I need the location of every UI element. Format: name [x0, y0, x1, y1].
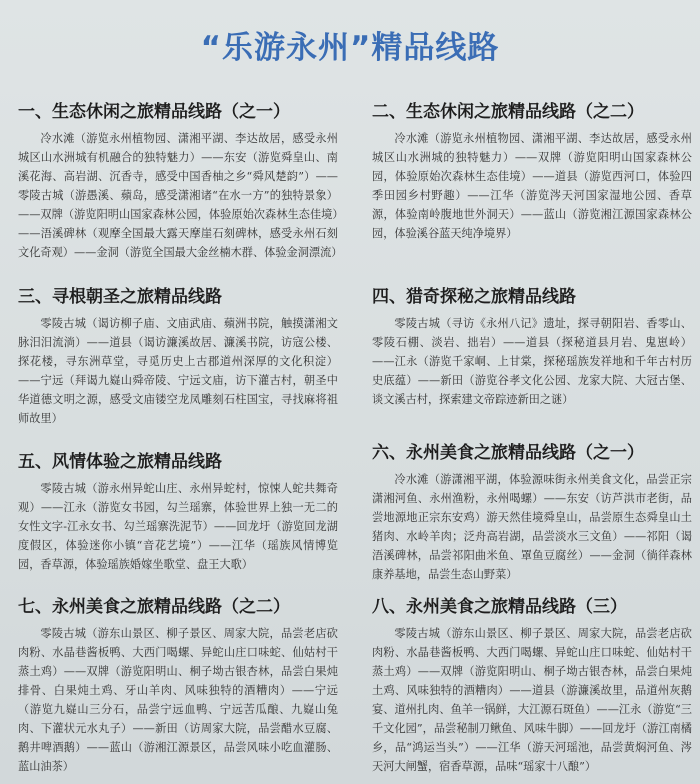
section-body: 零陵古城（谒访柳子庙、文庙武庙、蘋洲书院，触摸潇湘文脉汨汨流淌）——道县（谒访濂溪故居、濂溪书院，访寇公楼、探花楼，寻东洲草堂，寻觅历史上古郡道州深厚的文化积淀）——宁远（拜谒九嶷山舜帝陵、宁远文庙，访下灌古村，朝圣中华道德文明之源，感受文庙镂空龙凤雕刻石柱国宝，寻找麻将祖师故里） — [18, 317, 338, 425]
section-body: 冷水滩（游览永州植物园、潇湘平湖、李达故居，感受永州城区山水洲城有机融合的独特魅力）——东安（游览舜皇山、南溪花海、高岩湖、沉香寺，感受中国香柚之乡“舜风楚韵”）——零陵古城（游愚溪、蘋岛，感受潇湘诸“在水一方”的独特景象）——双牌（游览阳明山国家森林公园，体验原始次森林生态佳境）——浯溪碑林（观摩全国最大露天摩崖石刻碑林，感受永州石刻文化奇观）——金洞（游览全国最大金丝楠木群、体验金洞漂流） — [18, 132, 343, 259]
section-body: 零陵古城（游东山景区、柳子景区、周家大院，品尝老店砍肉粉、水晶巷酱板鸭、大西门喝螺、异蛇山庄口味蛇、仙姑村干蒸土鸡）——双牌（游览阳明山、桐子坳古银杏林，品尝白果炖土鸡、风味独特的酒糟肉）——道县（游濂溪故里，品道州灰鹅宴、道州扎肉、鱼羊一锅鲜，大江源石斑鱼）——江永（游览“三千文化园”，品尝秘制刀鳅鱼、风味牛脚）——回龙圩（游江南橘乡，品“鸿运当头”）——江华（游天河瑶池，品尝黄焖河鱼、涔天河大闸蟹，宿香草源，品味“瑶家十八酿”） — [372, 627, 692, 773]
route-section-2 — [372, 97, 692, 243]
section-heading: 五、风情体验之旅精品线路 — [18, 452, 222, 472]
section-body: 零陵古城（寻访《永州八记》遗址，探寻朝阳岩、香零山、零陵石棚、淡岩、拙岩）——道县（探秘道县月岩、鬼崽岭）——江永（游览千家峒、上甘棠，探秘瑶族发祥地和千年古村历史底蕴）——新田（游览谷孝文化公园、龙家大院、大冠古堡、谈文溪古村，探索建文帝踪迹新田之谜） — [372, 317, 692, 406]
route-section-8 — [372, 592, 692, 776]
section-heading: 四、猎奇探秘之旅精品线路 — [372, 287, 576, 307]
route-section-5 — [18, 447, 338, 574]
section-heading: 八、永州美食之旅精品线路（三） — [372, 597, 627, 617]
section-heading: 七、永州美食之旅精品线路（之二） — [18, 597, 290, 617]
section-heading: 二、生态休闲之旅精品线路（之二） — [372, 102, 644, 122]
section-body: 冷水滩（游览永州植物园、潇湘平湖、李达故居，感受永州城区山水洲城的独特魅力）——双牌（游览阳明山国家森林公园，体验原始次森林生态佳境）——道县（游览西河口，体验四季田园乡村野趣）——江华（游览涔天河国家湿地公园、香草源，体验南岭腹地世外洞天）——蓝山（游览湘江源国家森林公园，体验溪谷蓝天纯净境界） — [372, 132, 692, 240]
route-section-3 — [18, 282, 338, 428]
section-body: 零陵古城（游东山景区、柳子景区、周家大院，品尝老店砍肉粉、水晶巷酱板鸭、大西门喝螺、异蛇山庄口味蛇、仙姑村干蒸土鸡）——双牌（游览阳明山、桐子坳古银杏林，品尝白果炖排骨、白果炖土鸡、牙山羊肉、风味独特的酒糟肉）——宁远（游览九嶷山三分石，品尝宁远血鸭、宁远苦瓜酿、九嶷山兔肉、下灌状元水丸子）——新田（访周家大院，品尝醋水豆腐、鹅井啤酒鹅）——蓝山（游湘江源景区，品尝风味小吃血灌肠、蓝山油茶） — [18, 627, 338, 773]
section-body: 冷水滩（游潇湘平湖，体验源味街永州美食文化，品尝正宗潇湘河鱼、永州渔粉，永州喝螺）——东安（访芦洪市老街，品尝地源地正宗东安鸡）游天然佳境舜皇山，品尝原生态舜皇山土猪肉、水岭羊肉；泛舟高岩湖，品尝淡水三文鱼）——祁阳（谒浯溪碑林，品尝祁阳曲米鱼、罩鱼豆腐丝）——金洞（徜徉森林康养基地，品尝生态山野菜） — [372, 473, 692, 581]
page-title: “乐游永州”精品线路 — [200, 30, 500, 66]
section-heading: 三、寻根朝圣之旅精品线路 — [18, 287, 222, 307]
route-section-4 — [372, 282, 692, 409]
route-section-7 — [18, 592, 338, 776]
route-section-6 — [372, 438, 692, 584]
section-heading: 六、永州美食之旅精品线路（之一） — [372, 443, 644, 463]
section-body: 零陵古城（游永州异蛇山庄、永州异蛇村，惊悚人蛇共舞奇观）——江永（游览女书园，勾兰瑶寨，体验世界上独一无二的女性文字-江永女书、勾兰瑶寨洗泥节）——回龙圩（游览回龙湖度假区，体验迷你小镇“音花艺境”）——江华（瑶族风情博览园，香草源，体验瑶族婚嫁坐歌堂、盘王大歌） — [18, 482, 338, 571]
route-section-1 — [18, 97, 343, 262]
section-heading: 一、生态休闲之旅精品线路（之一） — [18, 102, 290, 122]
